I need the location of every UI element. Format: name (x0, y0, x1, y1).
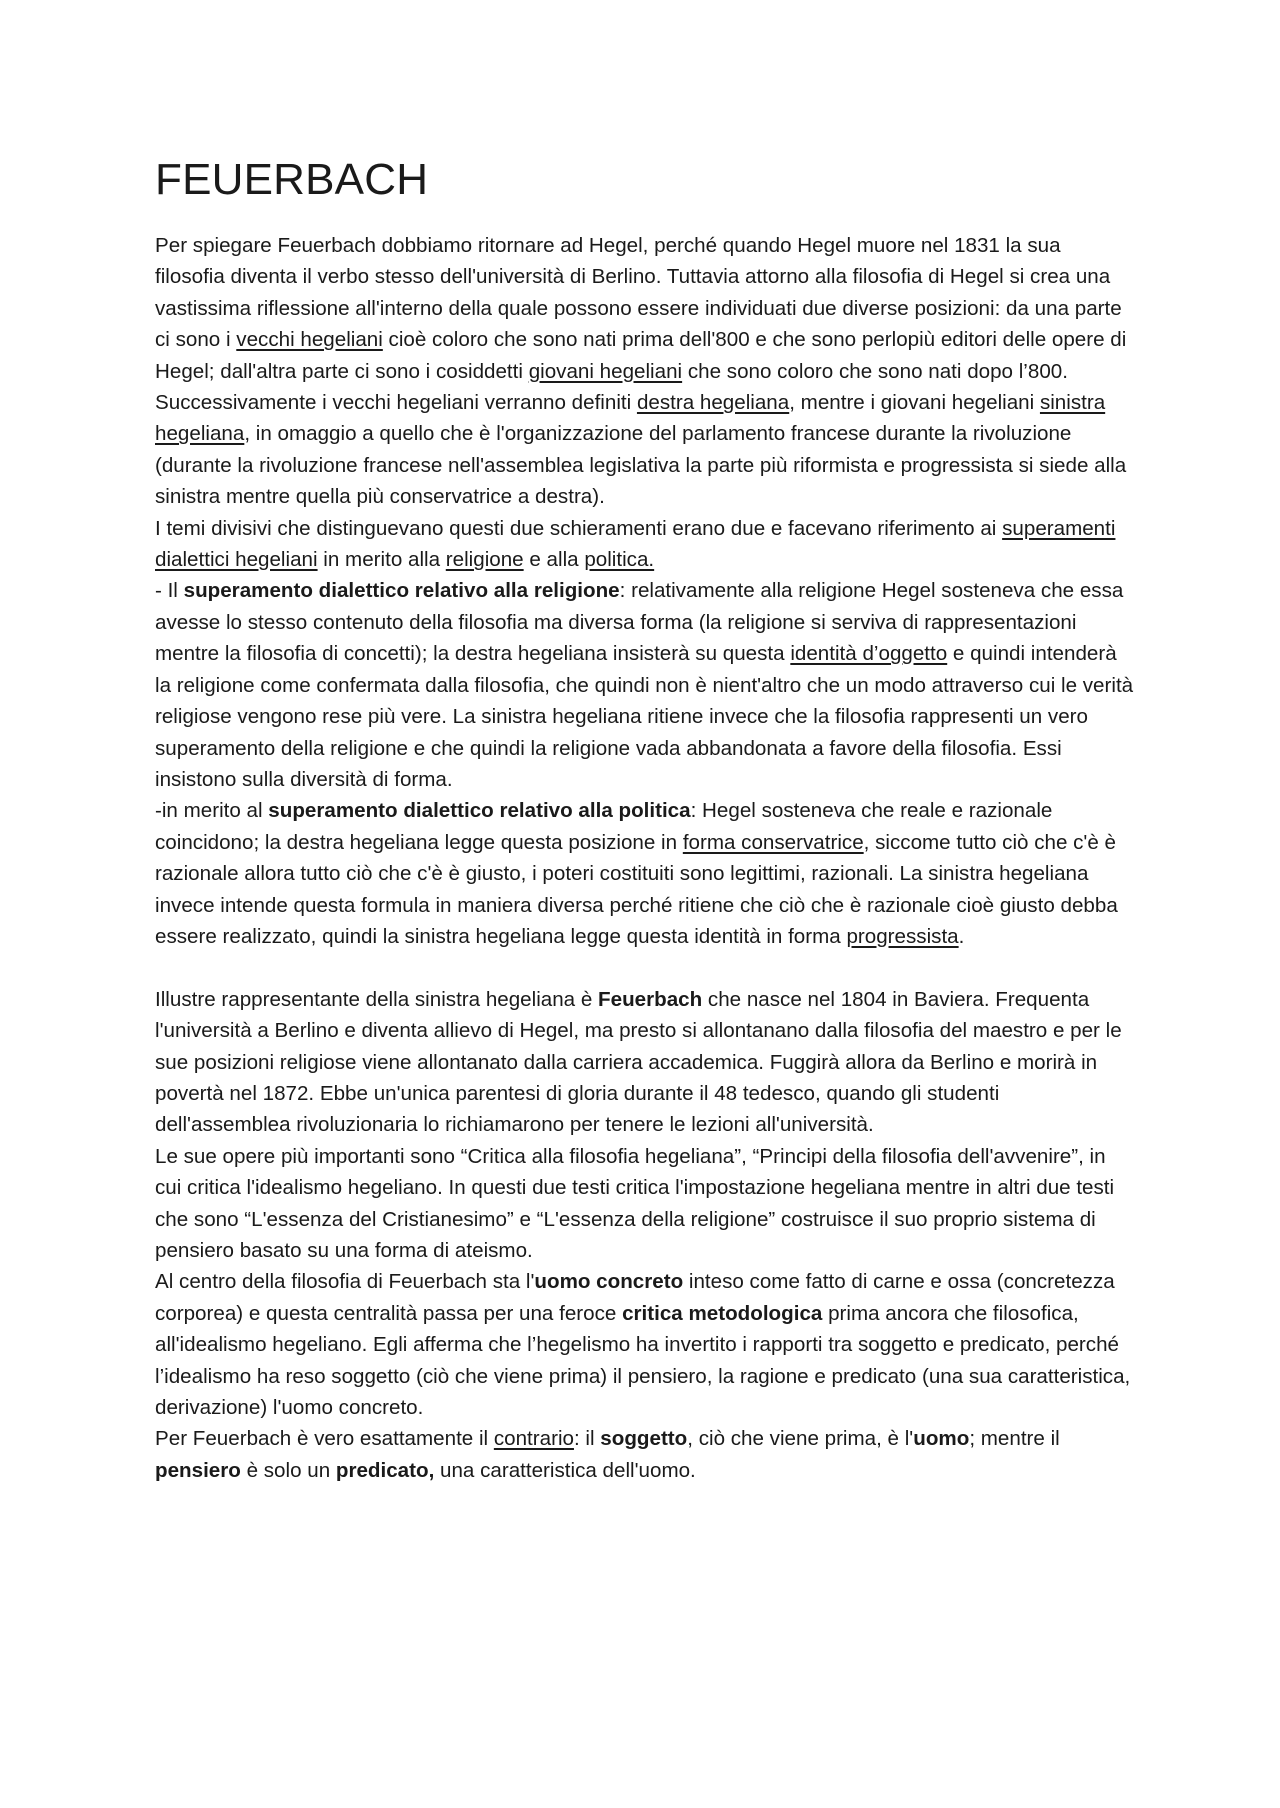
text-span: : Hegel sosteneva che reale e razionale coincidono; la destra hegeliana legge questa posizione in (155, 799, 1053, 854)
document-page (155, 152, 1135, 1486)
paragraph-feuerbach-bio (155, 984, 1135, 1141)
text-span: Illustre rappresentante della sinistra hegeliana è (155, 987, 599, 1011)
text-span: Per spiegare Feuerbach dobbiamo ritornare ad Hegel, perché quando Hegel muore nel 1831 la sua filosofia diventa il verbo stesso dell'università di Berlino. Tuttavia attorno alla filosofia di Hegel si crea una vastissima riflessione all'interno della quale possono essere individuati due diverse posizioni: da una parte ci sono i (155, 234, 1122, 352)
bold-term: Feuerbach (598, 987, 703, 1011)
paragraph-politics (155, 795, 1135, 952)
bold-term: predicato, (335, 1458, 435, 1482)
underlined-term: forma conservatrice (682, 830, 864, 854)
paragraph-religion (155, 575, 1135, 795)
underlined-term: sinistra hegeliana (155, 391, 1106, 446)
bold-term: uomo concreto (534, 1270, 684, 1294)
text-span: Le sue opere più importanti sono “Critica alla filosofia hegeliana”, “Principi della filosofia dell'avvenire”, in cui critica l'idealismo hegeliano. In questi due testi critica l'impostazione hegeliana mentre in altri due testi che sono “L'essenza del Cristianesimo” e “L'essenza della religione” costruisce il suo proprio sistema di pensiero basato su una forma di ateismo. (155, 1144, 1115, 1262)
underlined-term: superamenti dialettici hegeliani (155, 516, 1116, 572)
text-span: : relativamente alla religione Hegel sosteneva che essa avesse lo stesso contenuto della filosofia ma diversa forma (la religione si serviva di rappresentazioni mentre la filosofia di concetti); la destra hegeliana insisterà su questa (155, 579, 1124, 666)
text-span: che sono coloro che sono nati dopo l’800. Successivamente i vecchi hegeliani verranno definiti (155, 359, 1068, 415)
text-span: ; mentre il (969, 1427, 1060, 1451)
text-span: in merito alla (317, 548, 446, 572)
underlined-term: religione (445, 548, 524, 572)
underlined-term: progressista (846, 924, 959, 948)
paragraph-concrete-man (155, 1266, 1135, 1423)
text-span: Per Feuerbach è vero esattamente il (155, 1427, 494, 1451)
bold-term: superamento dialettico relativo alla politica (268, 799, 691, 823)
text-span: prima ancora che filosofica, all'idealismo hegeliano. Egli afferma che l’hegelismo ha invertito i rapporti tra soggetto e predicato, perché l’idealismo ha reso soggetto (ciò che viene prima) il pensiero, la ragione e predicato (una sua caratteristica, derivazione) l'uomo concreto. (155, 1301, 1131, 1420)
underlined-term: contrario (493, 1427, 574, 1451)
paragraph-works (155, 1141, 1135, 1267)
paragraph-subject-predicate (155, 1423, 1135, 1486)
underlined-term: destra hegeliana (636, 391, 790, 415)
text-span: Al centro della filosofia di Feuerbach sta l' (155, 1270, 535, 1294)
bold-term: critica metodologica (622, 1301, 823, 1325)
text-span: , mentre i giovani hegeliani (789, 391, 1040, 415)
paragraph-divisive-themes (155, 513, 1135, 576)
text-span: , siccome tutto ciò che c'è è razionale allora tutto ciò che c'è è giusto, i poteri costituiti sono legittimi, razionali. La sinistra hegeliana invece intende questa formula in maniera diversa perché ritiene che ciò che è razionale cioè giusto debba essere realizzato, quindi la sinistra hegeliana legge questa identità in forma (155, 830, 1118, 948)
bold-term: uomo (913, 1427, 970, 1451)
text-span: , ciò che viene prima, è l' (687, 1427, 914, 1451)
text-span: è solo un (240, 1458, 336, 1482)
text-span: e alla (523, 548, 585, 572)
text-span: -in merito al (155, 799, 269, 823)
bold-term: soggetto (600, 1427, 688, 1451)
paragraph-hegel-school (155, 230, 1135, 513)
underlined-term: politica. (584, 548, 655, 572)
text-span: inteso come fatto di carne e ossa (concretezza corporea) e questa centralità passa per una feroce (155, 1270, 1115, 1325)
bold-term: pensiero (155, 1458, 241, 1482)
text-span: : il (573, 1427, 601, 1451)
underlined-term: giovani hegeliani (528, 359, 683, 383)
text-span: che nasce nel 1804 in Baviera. Frequenta l'università a Berlino e diventa allievo di Hegel, ma presto si allontanano dalla filosofia del maestro e per le sue posizioni religiose viene allontanato dalla carriera accademica. Fuggirà allora da Berlino e morirà in povertà nel 1872. Ebbe un'unica parentesi di gloria durante il 48 tedesco, quando gli studenti dell'assemblea rivoluzionaria lo richiamarono per tenere le lezioni all'università. (155, 987, 1122, 1137)
document-title: FEUERBACH (155, 155, 429, 204)
underlined-term: identità d’oggetto (790, 642, 948, 666)
text-span: . (958, 924, 965, 948)
text-span: una caratteristica dell'uomo. (434, 1458, 696, 1482)
bold-term: superamento dialettico relativo alla religione (183, 579, 620, 603)
text-span: e quindi intenderà la religione come confermata dalla filosofia, che quindi non è nient'altro che un modo attraverso cui le verità religiose vengono rese più vere. La sinistra hegeliana ritiene invece che la filosofia rappresenti un vero superamento della religione e che quindi la religione vada abbandonata a favore della filosofia. Essi insistono sulla diversità di forma. (155, 642, 1134, 791)
text-span: I temi divisivi che distinguevano questi due schieramenti erano due e facevano riferimento ai (155, 516, 1003, 540)
text-span: cioè coloro che sono nati prima dell'800 e che sono perlopiù editori delle opere di Hegel; dall'altra parte ci sono i cosiddetti (155, 328, 1127, 383)
underlined-term: vecchi hegeliani (236, 328, 383, 352)
text-span: , in omaggio a quello che è l'organizzazione del parlamento francese durante la rivoluzione (durante la rivoluzione francese nell'assemblea legislativa la parte più riformista e progressista si siede alla sinistra mentre quella più conservatrice a destra). (155, 422, 1127, 509)
text-span: - Il (155, 579, 184, 603)
